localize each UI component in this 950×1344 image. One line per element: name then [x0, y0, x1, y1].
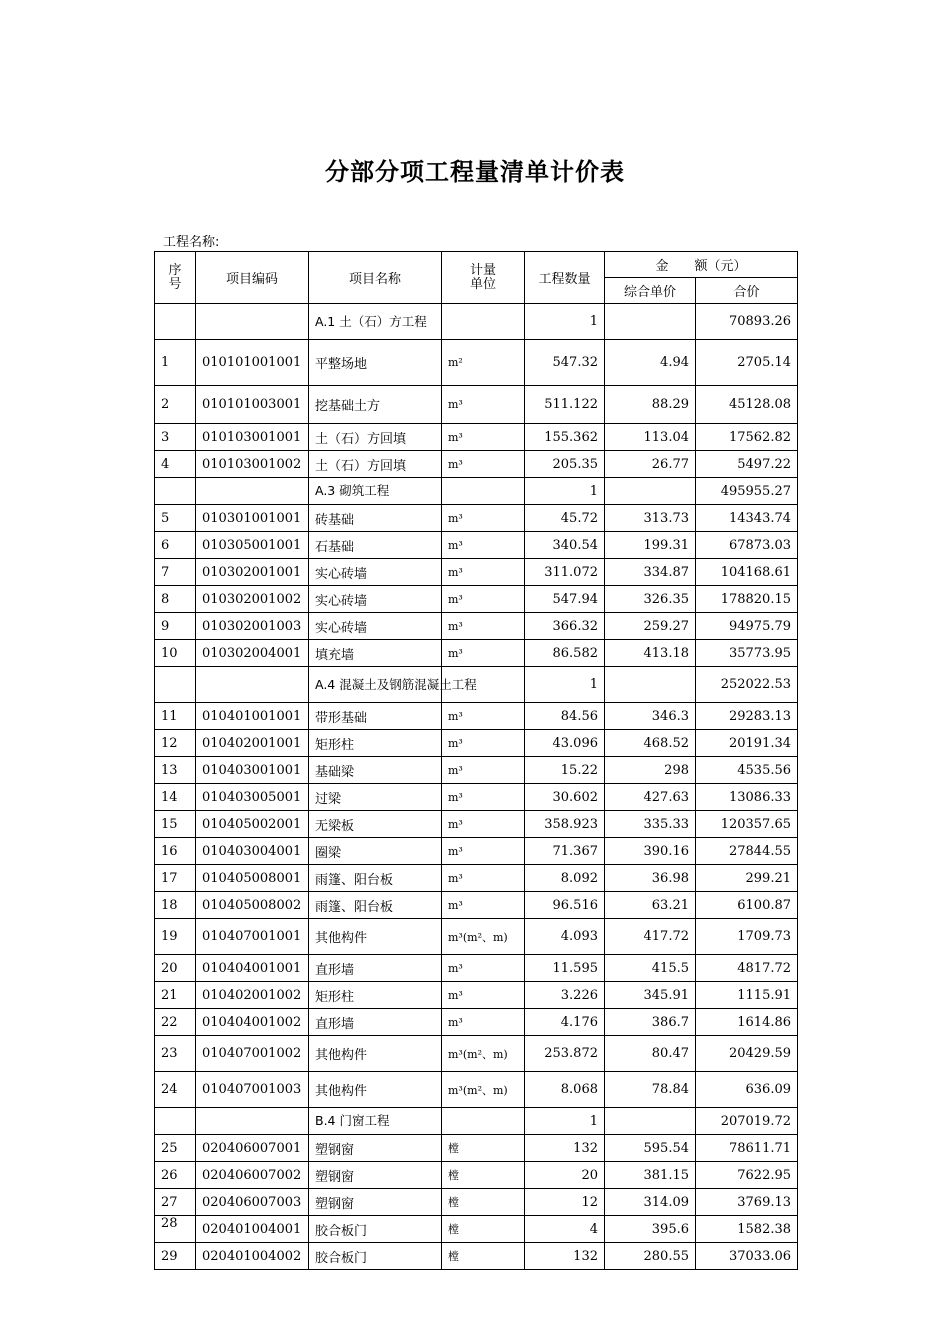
cell-unit-price: 395.6	[605, 1216, 696, 1243]
cell-unit: 樘	[442, 1243, 525, 1270]
cell-name: 雨篷、阳台板	[309, 865, 442, 892]
cell-unit: 樘	[442, 1135, 525, 1162]
cell-unit: 樘	[442, 1216, 525, 1243]
cell-index: 6	[155, 532, 196, 559]
cell-code: 010305001001	[196, 532, 309, 559]
cell-index: 12	[155, 730, 196, 757]
cell-unit: m³	[442, 892, 525, 919]
cell-name: 直形墙	[309, 1009, 442, 1036]
cell-quantity: 511.122	[525, 386, 605, 424]
cell-index: 8	[155, 586, 196, 613]
col-header-amount: 金 额（元）	[605, 252, 798, 278]
cell-index: 17	[155, 865, 196, 892]
cell-unit-price: 78.84	[605, 1072, 696, 1108]
table-row	[155, 1189, 798, 1216]
cell-total: 120357.65	[696, 811, 798, 838]
cell-quantity: 3.226	[525, 982, 605, 1009]
table-row	[155, 919, 798, 955]
cell-unit: m³	[442, 451, 525, 478]
cell-index: 3	[155, 424, 196, 451]
cell-name: 其他构件	[309, 919, 442, 955]
cell-total: 17562.82	[696, 424, 798, 451]
cell-index: 27	[155, 1189, 196, 1216]
cell-code: 010407001003	[196, 1072, 309, 1108]
table-row	[155, 1216, 798, 1243]
cell-code: 010407001002	[196, 1036, 309, 1072]
cell-quantity: 12	[525, 1189, 605, 1216]
cell-name: 塑钢窗	[309, 1189, 442, 1216]
table-row	[155, 451, 798, 478]
cell-quantity: 20	[525, 1162, 605, 1189]
cell-total: 35773.95	[696, 640, 798, 667]
col-header-name: 项目名称	[309, 252, 442, 304]
col-header-code: 项目编码	[196, 252, 309, 304]
cell-unit-price: 346.3	[605, 703, 696, 730]
cell-code: 010404001001	[196, 955, 309, 982]
table-body	[155, 304, 798, 1270]
cell-quantity: 155.362	[525, 424, 605, 451]
cell-index: 4	[155, 451, 196, 478]
cell-unit: m³	[442, 730, 525, 757]
cell-index: 1	[155, 340, 196, 386]
cell-index: 19	[155, 919, 196, 955]
cell-unit-price: 390.16	[605, 838, 696, 865]
section-row	[155, 478, 798, 505]
cell-total: 78611.71	[696, 1135, 798, 1162]
cell-unit	[442, 304, 525, 340]
cell-name: 雨篷、阳台板	[309, 892, 442, 919]
cell-unit-price	[605, 667, 696, 703]
project-name-label: 工程名称:	[163, 235, 220, 250]
cell-quantity: 4.176	[525, 1009, 605, 1036]
cell-unit-price: 280.55	[605, 1243, 696, 1270]
cell-total: 37033.06	[696, 1243, 798, 1270]
cell-name: 实心砖墙	[309, 586, 442, 613]
cell-index: 11	[155, 703, 196, 730]
cell-total: 2705.14	[696, 340, 798, 386]
cell-quantity: 8.068	[525, 1072, 605, 1108]
cell-unit-price: 36.98	[605, 865, 696, 892]
cell-name: 胶合板门	[309, 1216, 442, 1243]
cell-name: 带形基础	[309, 703, 442, 730]
cell-unit-price: 381.15	[605, 1162, 696, 1189]
cell-unit-price: 26.77	[605, 451, 696, 478]
cell-unit-price: 314.09	[605, 1189, 696, 1216]
cell-index: 21	[155, 982, 196, 1009]
cell-code: 020401004002	[196, 1243, 309, 1270]
table-row	[155, 640, 798, 667]
cell-unit: m³(m²、m)	[442, 1072, 525, 1108]
cell-name: 其他构件	[309, 1072, 442, 1108]
cell-unit: m³	[442, 838, 525, 865]
cell-unit-price: 259.27	[605, 613, 696, 640]
table-row	[155, 424, 798, 451]
cell-name: 挖基础土方	[309, 386, 442, 424]
cell-index: 2	[155, 386, 196, 424]
cell-unit: 樘	[442, 1162, 525, 1189]
header-row	[155, 252, 798, 278]
table-row	[155, 892, 798, 919]
cell-code: 010403005001	[196, 784, 309, 811]
table-row	[155, 1162, 798, 1189]
cell-code: 010404001002	[196, 1009, 309, 1036]
cell-total: 299.21	[696, 865, 798, 892]
cell-unit-price: 386.7	[605, 1009, 696, 1036]
cell-quantity: 15.22	[525, 757, 605, 784]
cell-index	[155, 1108, 196, 1135]
cell-name: 实心砖墙	[309, 613, 442, 640]
cell-index: 16	[155, 838, 196, 865]
cell-name: A.4 混凝土及钢筋混凝土工程	[309, 667, 442, 703]
cell-total: 6100.87	[696, 892, 798, 919]
cell-total: 20191.34	[696, 730, 798, 757]
cell-total: 4535.56	[696, 757, 798, 784]
cell-quantity: 84.56	[525, 703, 605, 730]
col-header-quantity: 工程数量	[525, 252, 605, 304]
cell-name: 土（石）方回填	[309, 424, 442, 451]
cell-quantity: 205.35	[525, 451, 605, 478]
cell-code: 010402001002	[196, 982, 309, 1009]
cell-code: 010103001002	[196, 451, 309, 478]
cell-unit-price	[605, 478, 696, 505]
cell-total: 29283.13	[696, 703, 798, 730]
col-header-index-text: 序号	[168, 262, 182, 292]
table-row	[155, 865, 798, 892]
cell-total: 1582.38	[696, 1216, 798, 1243]
cell-unit-price: 345.91	[605, 982, 696, 1009]
cell-total: 13086.33	[696, 784, 798, 811]
cell-name: 圈梁	[309, 838, 442, 865]
cell-quantity: 1	[525, 667, 605, 703]
cell-index: 15	[155, 811, 196, 838]
table-row	[155, 532, 798, 559]
cell-name: B.4 门窗工程	[309, 1108, 442, 1135]
cell-total: 1709.73	[696, 919, 798, 955]
cell-unit: m³	[442, 757, 525, 784]
cell-quantity: 311.072	[525, 559, 605, 586]
cell-name: 填充墙	[309, 640, 442, 667]
table-row	[155, 1243, 798, 1270]
cell-unit-price: 298	[605, 757, 696, 784]
cell-code: 010103001001	[196, 424, 309, 451]
cell-quantity: 1	[525, 1108, 605, 1135]
cell-index: 13	[155, 757, 196, 784]
cell-name: 土（石）方回填	[309, 451, 442, 478]
cell-quantity: 132	[525, 1135, 605, 1162]
cell-unit: m³	[442, 424, 525, 451]
cell-code: 010101003001	[196, 386, 309, 424]
cell-name: 砖基础	[309, 505, 442, 532]
cell-index	[155, 304, 196, 340]
cell-unit: m³	[442, 613, 525, 640]
cell-code	[196, 478, 309, 505]
cell-total: 636.09	[696, 1072, 798, 1108]
cell-code: 010302001003	[196, 613, 309, 640]
cell-unit-price: 80.47	[605, 1036, 696, 1072]
cell-index: 5	[155, 505, 196, 532]
cell-quantity: 340.54	[525, 532, 605, 559]
cell-quantity: 43.096	[525, 730, 605, 757]
col-header-index	[155, 252, 196, 304]
cell-unit: m²	[442, 340, 525, 386]
cell-quantity: 86.582	[525, 640, 605, 667]
table-row	[155, 505, 798, 532]
cell-index: 18	[155, 892, 196, 919]
cell-unit-price: 468.52	[605, 730, 696, 757]
cell-quantity: 11.595	[525, 955, 605, 982]
cell-unit: m³(m²、m)	[442, 919, 525, 955]
cell-code: 010401001001	[196, 703, 309, 730]
cell-unit	[442, 478, 525, 505]
table-row	[155, 838, 798, 865]
cell-quantity: 547.32	[525, 340, 605, 386]
cell-code: 010101001001	[196, 340, 309, 386]
cell-total: 45128.08	[696, 386, 798, 424]
cell-unit-price: 427.63	[605, 784, 696, 811]
cell-code: 010403004001	[196, 838, 309, 865]
cell-quantity: 4.093	[525, 919, 605, 955]
table-row	[155, 757, 798, 784]
cell-quantity: 30.602	[525, 784, 605, 811]
cell-unit-price	[605, 1108, 696, 1135]
cell-unit: m³	[442, 865, 525, 892]
cell-unit: m³	[442, 1009, 525, 1036]
cell-unit: m³	[442, 784, 525, 811]
table-row	[155, 340, 798, 386]
cell-name: 无梁板	[309, 811, 442, 838]
cell-name: 直形墙	[309, 955, 442, 982]
cell-quantity: 45.72	[525, 505, 605, 532]
cell-quantity: 71.367	[525, 838, 605, 865]
table-row	[155, 386, 798, 424]
cell-name: 基础梁	[309, 757, 442, 784]
cell-unit: m³	[442, 532, 525, 559]
cell-unit-price: 63.21	[605, 892, 696, 919]
cell-code: 010407001001	[196, 919, 309, 955]
cell-unit-price: 313.73	[605, 505, 696, 532]
cell-unit: m³(m²、m)	[442, 1036, 525, 1072]
cell-index: 9	[155, 613, 196, 640]
cell-unit: m³	[442, 559, 525, 586]
table-row	[155, 982, 798, 1009]
cell-code	[196, 1108, 309, 1135]
cell-unit: m³	[442, 505, 525, 532]
cell-unit-price: 413.18	[605, 640, 696, 667]
cell-unit-price: 199.31	[605, 532, 696, 559]
cell-total: 7622.95	[696, 1162, 798, 1189]
cell-quantity: 96.516	[525, 892, 605, 919]
table-row	[155, 559, 798, 586]
cell-quantity: 358.923	[525, 811, 605, 838]
cell-quantity: 1	[525, 304, 605, 340]
cell-unit: m³	[442, 955, 525, 982]
cell-unit: m³	[442, 703, 525, 730]
cell-code	[196, 667, 309, 703]
cell-index: 28	[155, 1216, 196, 1243]
cell-total: 70893.26	[696, 304, 798, 340]
section-row	[155, 304, 798, 340]
cell-name: 胶合板门	[309, 1243, 442, 1270]
cell-name: 石基础	[309, 532, 442, 559]
cell-unit-price: 326.35	[605, 586, 696, 613]
cell-unit-price	[605, 304, 696, 340]
cell-code: 010405008002	[196, 892, 309, 919]
cell-quantity: 1	[525, 478, 605, 505]
cell-name: 过梁	[309, 784, 442, 811]
cell-unit-price: 335.33	[605, 811, 696, 838]
cell-quantity: 253.872	[525, 1036, 605, 1072]
table-row	[155, 1135, 798, 1162]
table-row	[155, 703, 798, 730]
cell-total: 20429.59	[696, 1036, 798, 1072]
cell-total: 207019.72	[696, 1108, 798, 1135]
cell-unit: m³	[442, 386, 525, 424]
cell-unit: m³	[442, 640, 525, 667]
cell-name: 平整场地	[309, 340, 442, 386]
cell-code: 010405008001	[196, 865, 309, 892]
cell-unit-price: 417.72	[605, 919, 696, 955]
table-row	[155, 784, 798, 811]
cell-total: 495955.27	[696, 478, 798, 505]
table-row	[155, 1072, 798, 1108]
cell-total: 104168.61	[696, 559, 798, 586]
cell-name: 矩形柱	[309, 730, 442, 757]
cell-code: 010301001001	[196, 505, 309, 532]
cell-index: 23	[155, 1036, 196, 1072]
cell-total: 27844.55	[696, 838, 798, 865]
cell-index: 26	[155, 1162, 196, 1189]
cell-index: 20	[155, 955, 196, 982]
cell-unit-price: 415.5	[605, 955, 696, 982]
cell-total: 4817.72	[696, 955, 798, 982]
cell-name: A.1 土（石）方工程	[309, 304, 442, 340]
cell-quantity: 547.94	[525, 586, 605, 613]
cell-code: 010302001002	[196, 586, 309, 613]
col-header-total: 合价	[696, 278, 798, 304]
cell-code: 010405002001	[196, 811, 309, 838]
cell-index: 14	[155, 784, 196, 811]
cell-total: 5497.22	[696, 451, 798, 478]
table-row	[155, 1036, 798, 1072]
bill-of-quantities-table	[154, 251, 798, 1270]
col-header-unit-price: 综合单价	[605, 278, 696, 304]
page-title: 分部分项工程量清单计价表	[325, 158, 625, 186]
cell-unit: m³	[442, 811, 525, 838]
cell-code: 020406007001	[196, 1135, 309, 1162]
cell-name: 塑钢窗	[309, 1162, 442, 1189]
cell-code: 010302001001	[196, 559, 309, 586]
cell-index	[155, 667, 196, 703]
cell-unit: 樘	[442, 1189, 525, 1216]
cell-name: 矩形柱	[309, 982, 442, 1009]
table-row	[155, 586, 798, 613]
table-row	[155, 955, 798, 982]
cell-quantity: 132	[525, 1243, 605, 1270]
cell-total: 252022.53	[696, 667, 798, 703]
cell-index	[155, 478, 196, 505]
cell-code: 010302004001	[196, 640, 309, 667]
cell-index: 10	[155, 640, 196, 667]
table-row	[155, 811, 798, 838]
cell-name: 实心砖墙	[309, 559, 442, 586]
cell-unit-price: 595.54	[605, 1135, 696, 1162]
cell-total: 94975.79	[696, 613, 798, 640]
cell-name: 塑钢窗	[309, 1135, 442, 1162]
cell-quantity: 4	[525, 1216, 605, 1243]
cell-unit-price: 334.87	[605, 559, 696, 586]
cell-total: 1115.91	[696, 982, 798, 1009]
cell-code: 020406007002	[196, 1162, 309, 1189]
cell-index: 7	[155, 559, 196, 586]
cell-code: 020401004001	[196, 1216, 309, 1243]
table-row	[155, 730, 798, 757]
cell-index: 22	[155, 1009, 196, 1036]
table-row	[155, 613, 798, 640]
cell-index: 24	[155, 1072, 196, 1108]
cell-unit-price: 88.29	[605, 386, 696, 424]
cell-code: 020406007003	[196, 1189, 309, 1216]
cell-code: 010402001001	[196, 730, 309, 757]
cell-total: 1614.86	[696, 1009, 798, 1036]
cell-total: 67873.03	[696, 532, 798, 559]
cell-total: 3769.13	[696, 1189, 798, 1216]
cell-unit-price: 4.94	[605, 340, 696, 386]
cell-code	[196, 304, 309, 340]
col-header-unit-text: 计量单位	[469, 262, 496, 292]
cell-name: 其他构件	[309, 1036, 442, 1072]
section-row	[155, 1108, 798, 1135]
cell-unit	[442, 1108, 525, 1135]
cell-unit: m³	[442, 586, 525, 613]
cell-quantity: 8.092	[525, 865, 605, 892]
cell-total: 178820.15	[696, 586, 798, 613]
table-row	[155, 1009, 798, 1036]
cell-total: 14343.74	[696, 505, 798, 532]
section-row	[155, 667, 798, 703]
cell-quantity: 366.32	[525, 613, 605, 640]
cell-index: 29	[155, 1243, 196, 1270]
cell-unit-price: 113.04	[605, 424, 696, 451]
cell-index: 25	[155, 1135, 196, 1162]
col-header-unit	[442, 252, 525, 304]
cell-code: 010403001001	[196, 757, 309, 784]
cell-unit: m³	[442, 982, 525, 1009]
cell-name: A.3 砌筑工程	[309, 478, 442, 505]
